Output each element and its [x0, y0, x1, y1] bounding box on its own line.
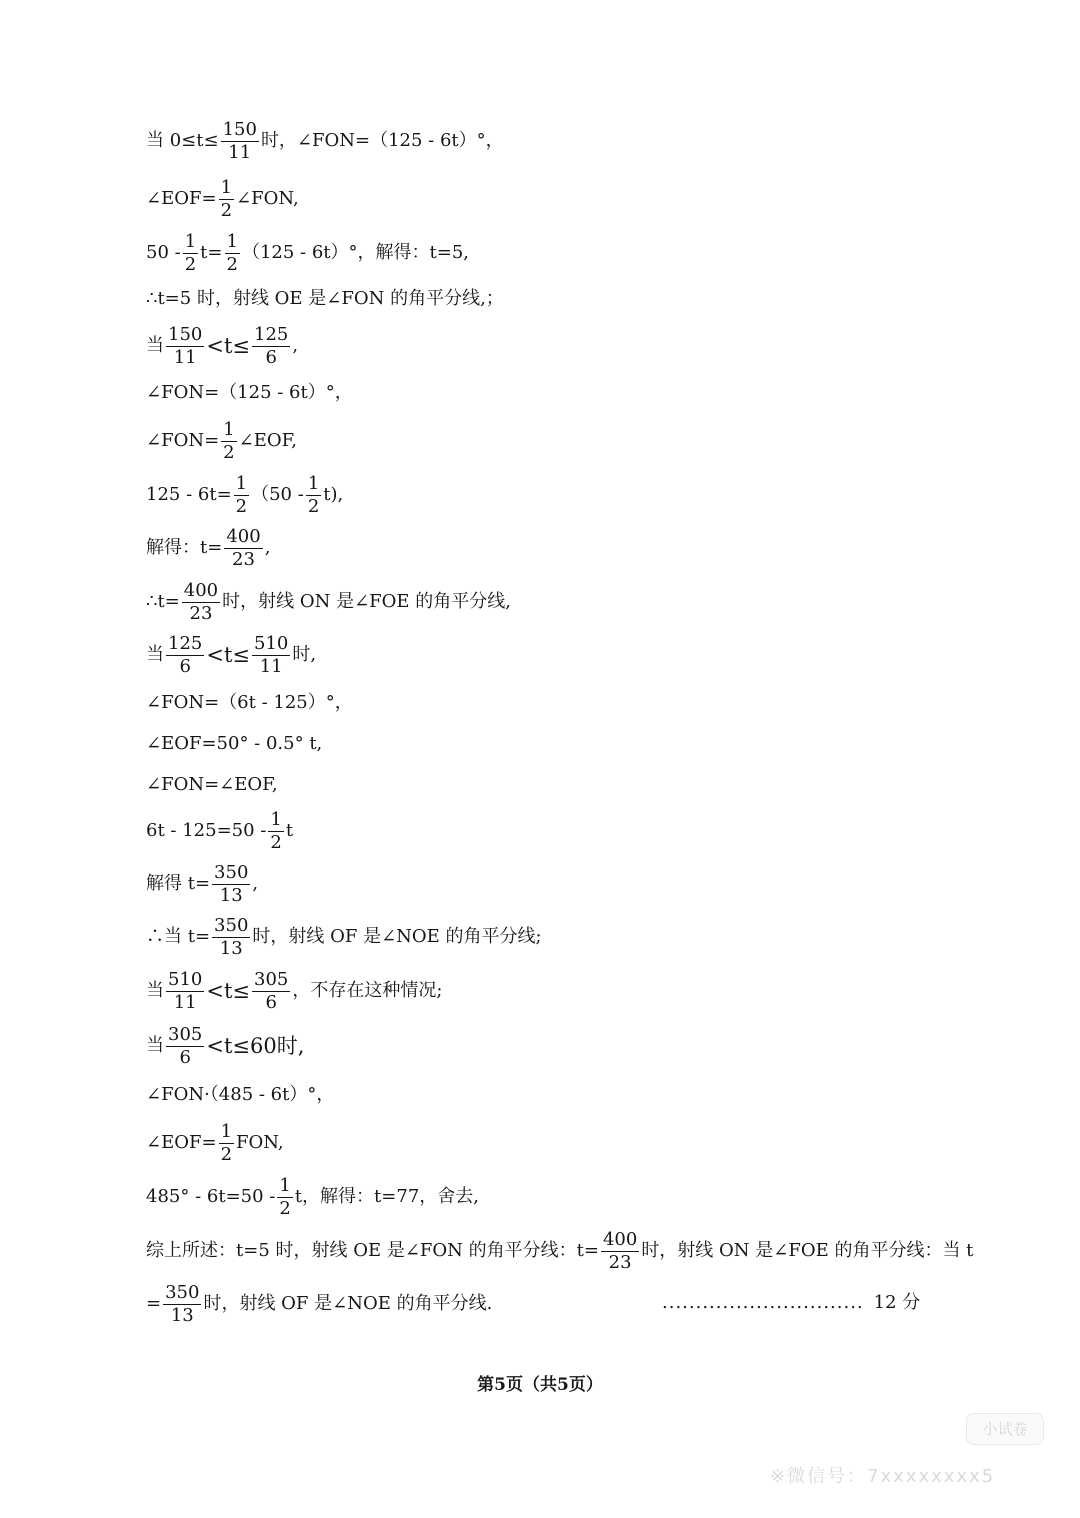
- fraction: [224, 527, 262, 570]
- text-run: ,: [252, 873, 259, 895]
- fraction-denominator: 2: [226, 253, 238, 275]
- fraction-numerator: 400: [602, 1229, 638, 1250]
- fraction-denominator: 23: [189, 602, 213, 624]
- text-run: 时，射线 OF 是∠NOE 的角平分线;: [252, 926, 542, 948]
- fraction-numerator: 1: [220, 177, 233, 198]
- fraction-numerator: 1: [226, 231, 238, 252]
- fraction-denominator: 2: [220, 199, 233, 221]
- text-run: 当: [146, 644, 164, 666]
- fraction-denominator: 2: [307, 495, 320, 517]
- text-run: <t≤: [206, 333, 250, 358]
- text-run: ,: [264, 537, 271, 559]
- solution-line: [146, 1283, 492, 1326]
- solution-line: [146, 178, 299, 221]
- fraction-denominator: 23: [232, 548, 255, 570]
- text-run: <t≤: [206, 978, 250, 1003]
- text-run: 解得：t=: [146, 537, 223, 559]
- text-run: 当: [146, 1035, 164, 1057]
- solution-line: [146, 970, 442, 1013]
- fraction-numerator: 125: [168, 633, 203, 654]
- fraction-denominator: 2: [235, 495, 248, 517]
- text-run: 时,: [292, 644, 317, 666]
- text-run: ∠FON·（485 - 6t）°，: [146, 1084, 335, 1105]
- solution-line: [146, 694, 353, 712]
- fraction-denominator: 2: [223, 441, 235, 463]
- text-run: ∴t=5 时，射线 OE 是∠FON 的角平分线,；: [146, 288, 504, 309]
- text-run: 当 0≤t≤: [146, 130, 219, 152]
- solution-line: [146, 420, 297, 463]
- fraction-denominator: 2: [270, 831, 282, 853]
- fraction: [219, 178, 234, 221]
- fraction-denominator: 13: [170, 1304, 194, 1326]
- solution-line: [146, 581, 511, 624]
- fraction-numerator: 1: [184, 231, 197, 252]
- fraction: [163, 1283, 201, 1326]
- text-run: 485° - 6t=50 -: [146, 1186, 276, 1208]
- fraction-denominator: 11: [228, 141, 252, 163]
- solution-line: [146, 1230, 973, 1273]
- fraction-numerator: 1: [223, 419, 235, 440]
- solution-line: [146, 735, 322, 753]
- fraction: [182, 581, 220, 624]
- fraction-numerator: 150: [222, 119, 257, 140]
- fraction: [234, 474, 249, 517]
- fraction: [252, 634, 290, 677]
- solution-line: [146, 232, 469, 275]
- text-run: 时，射线 ON 是∠FOE 的角平分线：当 t: [641, 1240, 974, 1262]
- fraction-denominator: 13: [219, 937, 243, 959]
- watermark-badge: 小试卷: [966, 1413, 1044, 1445]
- text-run: ∠EOF=50° - 0.5° t,: [146, 733, 323, 754]
- text-run: 时，射线 OF 是∠NOE 的角平分线.: [203, 1293, 493, 1315]
- fraction: [306, 474, 321, 517]
- text-run: ∠FON=（6t - 125）°，: [146, 692, 353, 713]
- text-run: <t≤60时,: [206, 1033, 305, 1058]
- fraction-denominator: 6: [265, 991, 277, 1013]
- solution-line: [146, 634, 316, 677]
- fraction-numerator: 1: [220, 1121, 233, 1142]
- solution-line: [146, 1025, 304, 1068]
- fraction-numerator: 350: [214, 915, 249, 936]
- fraction-numerator: 400: [183, 580, 219, 601]
- fraction: [166, 1025, 204, 1068]
- solution-line: [146, 810, 293, 853]
- fraction-numerator: 1: [279, 1175, 291, 1196]
- fraction-numerator: 305: [168, 1024, 203, 1045]
- text-run: ，不存在这种情况;: [292, 980, 443, 1002]
- text-run: （125 - 6t）°，解得：t=5,: [241, 242, 470, 264]
- text-run: ∠FON=（125 - 6t）°，: [146, 382, 353, 403]
- fraction-denominator: 11: [173, 346, 197, 368]
- solution-line: [146, 325, 298, 368]
- text-run: t: [285, 820, 294, 842]
- fraction-denominator: 2: [220, 1143, 233, 1165]
- text-run: ,: [292, 335, 299, 357]
- fraction: [252, 970, 290, 1013]
- text-run: ∴t=: [146, 591, 180, 613]
- fraction-numerator: 1: [270, 809, 282, 830]
- fraction-denominator: 2: [184, 253, 197, 275]
- solution-line: [146, 863, 258, 906]
- fraction-denominator: 6: [179, 1046, 191, 1068]
- text-run: ∴当 t=: [146, 926, 211, 948]
- solution-line: [146, 290, 504, 308]
- fraction-numerator: 400: [226, 526, 261, 547]
- text-run: t=: [200, 242, 223, 264]
- solution-line: [146, 1176, 479, 1219]
- fraction-denominator: 6: [179, 655, 191, 677]
- fraction-numerator: 350: [165, 1282, 200, 1303]
- fraction-denominator: 23: [608, 1251, 632, 1273]
- text-run: ∠FON=: [146, 430, 220, 452]
- text-run: ∠FON,: [236, 188, 299, 210]
- text-run: 125 - 6t=: [146, 484, 232, 506]
- watermark-text: ※微信号：7xxxxxxxx5: [770, 1466, 996, 1487]
- solution-line: [146, 527, 270, 570]
- solution-line: [146, 384, 353, 402]
- text-run: ∠EOF=: [146, 188, 217, 210]
- fraction: [219, 1122, 234, 1165]
- fraction-denominator: 2: [279, 1197, 291, 1219]
- fraction-numerator: 150: [168, 324, 203, 345]
- text-run: 综上所述：t=5 时，射线 OE 是∠FON 的角平分线：t=: [146, 1240, 599, 1262]
- text-run: 解得 t=: [146, 873, 211, 895]
- fraction: [277, 1176, 292, 1219]
- text-run: FON,: [236, 1132, 284, 1154]
- fraction-numerator: 1: [307, 473, 320, 494]
- fraction: [268, 810, 283, 853]
- fraction-numerator: 125: [254, 324, 289, 345]
- score-dots: ..............................: [662, 1292, 864, 1313]
- fraction-numerator: 510: [254, 633, 289, 654]
- fraction-denominator: 11: [173, 991, 197, 1013]
- solution-line: [146, 120, 504, 163]
- score-label: 12 分: [873, 1292, 921, 1313]
- page-footer: 第5页（共5页）: [477, 1375, 603, 1395]
- text-run: <t≤: [206, 642, 250, 667]
- solution-line: [146, 474, 343, 517]
- solution-line: [146, 916, 542, 959]
- solution-line: [146, 1122, 284, 1165]
- text-run: 6t - 125=50 -: [146, 820, 267, 842]
- fraction-numerator: 510: [168, 969, 203, 990]
- fraction: [212, 863, 250, 906]
- text-run: ∠FON=∠EOF,: [146, 774, 278, 795]
- fraction: [221, 420, 236, 463]
- fraction-denominator: 11: [259, 655, 283, 677]
- fraction: [252, 325, 290, 368]
- text-run: 50 -: [146, 242, 181, 264]
- fraction-denominator: 6: [265, 346, 277, 368]
- text-run: ∠EOF,: [238, 430, 298, 452]
- text-run: 时，射线 ON 是∠FOE 的角平分线,: [222, 591, 512, 613]
- fraction: [225, 232, 240, 275]
- fraction: [601, 1230, 639, 1273]
- text-run: =: [146, 1293, 162, 1315]
- text-run: 当: [146, 980, 164, 1002]
- fraction: [212, 916, 250, 959]
- text-run: （50 -: [251, 484, 304, 506]
- text-run: 当: [146, 335, 164, 357]
- score-marker: [662, 1294, 920, 1312]
- fraction: [166, 634, 204, 677]
- solution-line: [146, 776, 278, 794]
- text-run: ∠EOF=: [146, 1132, 217, 1154]
- fraction: [221, 120, 259, 163]
- fraction: [166, 970, 204, 1013]
- fraction: [183, 232, 198, 275]
- text-run: 时，∠FON=（125 - 6t）°，: [260, 130, 504, 152]
- fraction-numerator: 350: [214, 862, 249, 883]
- fraction-numerator: 305: [254, 969, 289, 990]
- fraction: [166, 325, 204, 368]
- fraction-numerator: 1: [235, 473, 248, 494]
- text-run: t，解得：t=77，舍去,: [294, 1186, 479, 1208]
- fraction-denominator: 13: [219, 884, 243, 906]
- text-run: t),: [323, 484, 344, 506]
- solution-line: [146, 1086, 334, 1104]
